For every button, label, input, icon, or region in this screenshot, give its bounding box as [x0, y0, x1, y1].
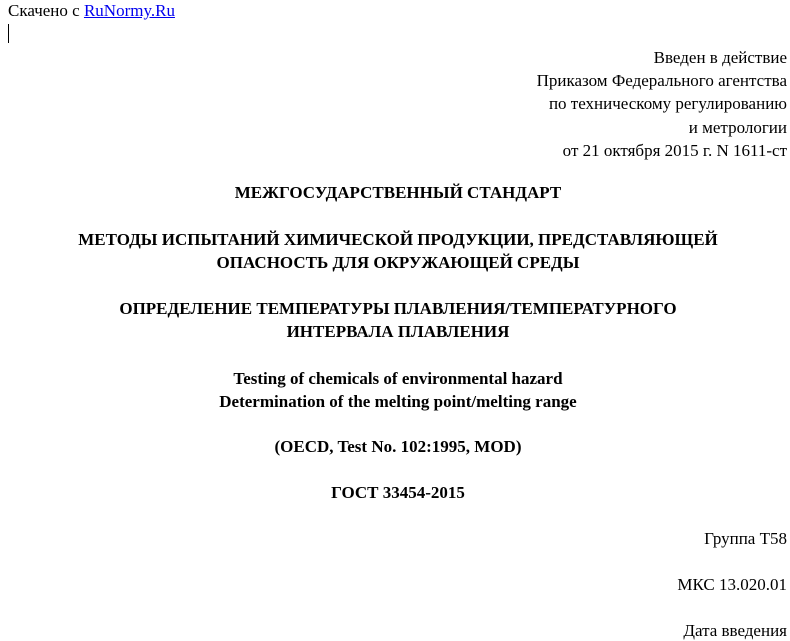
title-en-line: Testing of chemicals of environmental hazard [233, 369, 563, 388]
standard-reference-text: (OECD, Test No. 102:1995, MOD) [274, 437, 522, 456]
download-source-prefix: Скачено с [8, 1, 80, 20]
introduction-line: Введен в действие [653, 48, 787, 67]
text-cursor [8, 24, 9, 43]
download-source-line [8, 1, 175, 21]
introduction-block [537, 46, 787, 162]
subtitle-ru-line: ОПРЕДЕЛЕНИЕ ТЕМПЕРАТУРЫ ПЛАВЛЕНИЯ/ТЕМПЕРАТУРНОГО [119, 299, 677, 318]
introduction-line: и метрологии [688, 117, 787, 137]
standard-category-text: МЕЖГОСУДАРСТВЕННЫЙ СТАНДАРТ [234, 183, 562, 202]
standard-category [0, 181, 790, 204]
introduction-line: Приказом Федерального агентства [536, 71, 787, 91]
introduction-line: по техническому регулированию [548, 94, 787, 114]
introduction-date-label: Дата введения [683, 621, 787, 640]
standard-subtitle-ru [0, 297, 790, 343]
standard-number-text: ГОСТ 33454-2015 [331, 483, 465, 502]
classification-group: Группа Т58 [704, 529, 787, 548]
runormy-link[interactable]: RuNormy.Ru [83, 1, 175, 20]
standard-title-en [0, 367, 790, 413]
standard-title-ru [0, 228, 790, 274]
subtitle-ru-line: ИНТЕРВАЛА ПЛАВЛЕНИЯ [286, 322, 510, 341]
title-ru-line: ОПАСНОСТЬ ДЛЯ ОКРУЖАЮЩЕЙ СРЕДЫ [216, 253, 580, 272]
standard-reference [0, 435, 790, 458]
title-ru-line: МЕТОДЫ ИСПЫТАНИЙ ХИМИЧЕСКОЙ ПРОДУКЦИИ, ПРЕДСТАВЛЯЮЩЕЙ [78, 230, 718, 249]
introduction-line: от 21 октября 2015 г. N 1611-ст [562, 140, 787, 160]
standard-number [0, 481, 790, 504]
title-en-line: Determination of the melting point/melting range [219, 392, 577, 411]
classification-mks: МКС 13.020.01 [677, 575, 787, 594]
